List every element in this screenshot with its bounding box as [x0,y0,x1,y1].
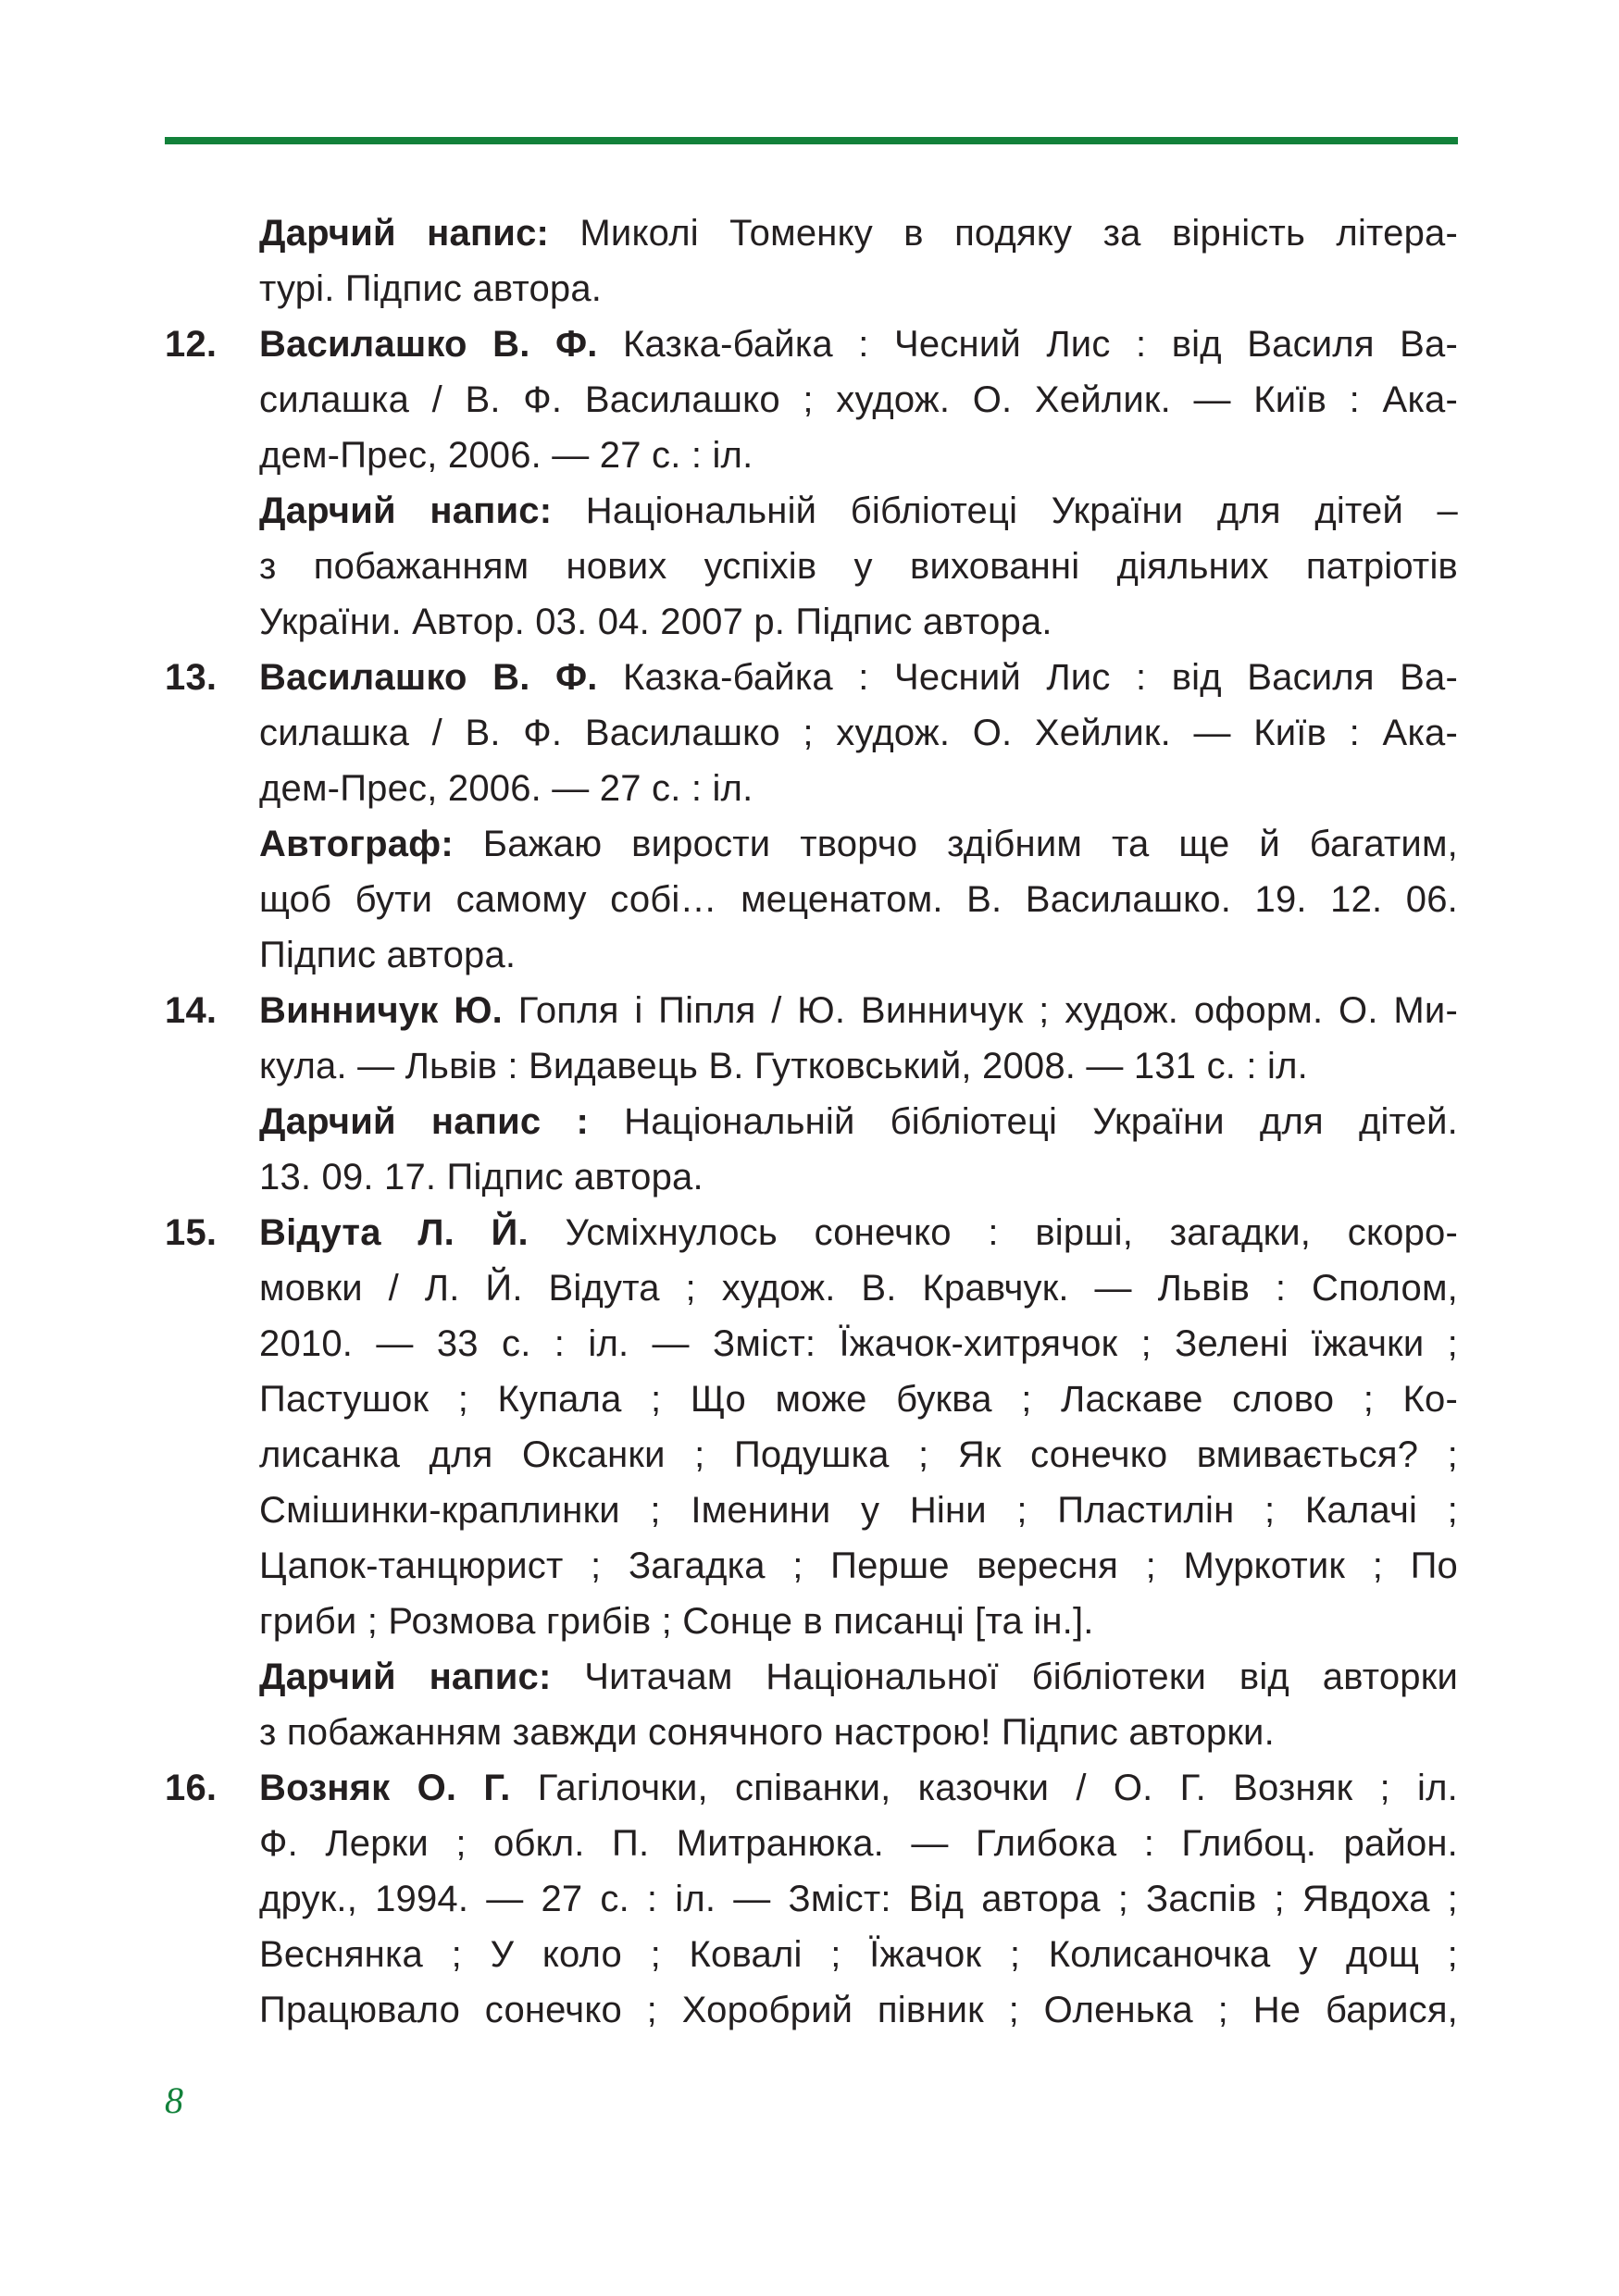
entry-line [165,316,1458,372]
entry-text: силашка / В. Ф. Василашко ; худож. О. Хейлик. — Київ : Ака- [259,713,1458,753]
entry-continuation [165,205,1458,316]
entry-text: Бажаю вирости творчо здібним та ще й багатим, [453,824,1458,864]
entry-line [165,1316,1458,1371]
entry-text: мовки / Л. Й. Відута ; худож. В. Кравчук. — Львів : Сполом, [259,1268,1458,1309]
entry-text: Працювало сонечко ; Хоробрий півник ; Оленька ; Не барися, [259,1990,1458,2030]
entry-text: Гопля і Піпля / Ю. Винничук ; худож. оформ. О. Ми- [502,990,1458,1031]
entry-number: 14. [165,990,218,1031]
entry-line [165,1427,1458,1483]
entry-line [165,1038,1458,1094]
entry-text: турі. Підпис автора. [259,268,603,309]
entry-text: Підпис автора. [259,935,517,975]
entry-14 [165,983,1458,1205]
autograph-label: Автограф: [259,824,454,864]
entry-text: з побажанням нових успіхів у вихованні діяльних патріотів [259,546,1458,587]
inscription-label: Дарчий напис: [259,213,550,254]
entry-text: Цапок-танцюрист ; Загадка ; Перше вересня ; Муркотик ; По [259,1545,1458,1586]
entry-line [165,372,1458,428]
entry-line [165,1927,1458,1982]
entry-text: друк., 1994. — 27 с. : іл. — Зміст: Від автора ; Заспів ; Явдоха ; [259,1879,1458,1919]
entry-line [165,816,1458,872]
entry-line [165,1094,1458,1149]
author-label: Возняк О. Г. [259,1768,511,1808]
entry-text: Веснянка ; У коло ; Ковалі ; Їжачок ; Колисаночка у дощ ; [259,1934,1458,1975]
entry-line [165,1149,1458,1205]
inscription-label: Дарчий напис: [259,1657,552,1697]
entry-text: 2010. — 33 с. : іл. — Зміст: Їжачок-хитрячок ; Зелені їжачки ; [259,1323,1458,1364]
entry-line [165,1871,1458,1927]
author-label: Відута Л. Й. [259,1212,529,1253]
entry-line [165,1705,1458,1760]
entry-line [165,705,1458,761]
author-label: Василашко В. Ф. [259,657,598,698]
entry-line [165,761,1458,816]
entry-text: Смішинки-краплинки ; Іменини у Ніни ; Пластилін ; Калачі ; [259,1490,1458,1531]
entry-text: з побажанням завжди сонячного настрою! Підпис авторки. [259,1712,1275,1753]
entry-text: Казка-байка : Чесний Лис : від Василя Ва- [597,324,1458,365]
entry-line [165,872,1458,927]
entry-line [165,927,1458,983]
author-label: Василашко В. Ф. [259,324,598,365]
inscription-label: Дарчий напис: [259,490,553,531]
entry-text: Миколі Томенку в подяку за вірність літера- [549,213,1458,254]
entry-line [165,1816,1458,1871]
entry-12 [165,316,1458,650]
entry-16 [165,1760,1458,2038]
entry-text: України. Автор. 03. 04. 2007 р. Підпис автора. [259,602,1052,642]
entry-line [165,1760,1458,1816]
inscription-label: Дарчий напис : [259,1101,589,1142]
entry-text: силашка / В. Ф. Василашко ; худож. О. Хейлик. — Київ : Ака- [259,379,1458,420]
entry-15 [165,1205,1458,1760]
entry-line [165,1260,1458,1316]
entry-text: 13. 09. 17. Підпис автора. [259,1157,704,1198]
entry-number: 12. [165,324,218,365]
entry-text: кула. — Львів : Видавець В. Гутковський, 2008. — 131 с. : іл. [259,1046,1308,1086]
entry-line [165,483,1458,539]
entry-text: гриби ; Розмова грибів ; Сонце в писанці [та ін.]. [259,1601,1094,1642]
header-rule [165,137,1458,144]
entry-line [165,1483,1458,1538]
entry-line [165,1205,1458,1260]
entry-text: Національній бібліотеці України для дітей – [552,490,1458,531]
bibliography-list [165,205,1458,2038]
entry-number: 15. [165,1212,218,1253]
entry-line [165,1371,1458,1427]
entry-line [165,205,1458,261]
entry-text: щоб бути самому собі… меценатом. В. Василашко. 19. 12. 06. [259,879,1458,920]
entry-line [165,1982,1458,2038]
entry-number: 13. [165,657,218,698]
entry-text: дем-Прес, 2006. — 27 с. : іл. [259,768,753,809]
entry-text: Казка-байка : Чесний Лис : від Василя Ва- [597,657,1458,698]
entry-line [165,428,1458,483]
entry-text: Читачам Національної бібліотеки від авторки [551,1657,1458,1697]
entry-text: Гагілочки, співанки, казочки / О. Г. Возняк ; іл. [510,1768,1458,1808]
entry-line [165,539,1458,594]
entry-text: Національній бібліотеці України для дітей. [588,1101,1458,1142]
entry-text: Ф. Лерки ; обкл. П. Митранюка. — Глибока : Глибоц. район. [259,1823,1458,1864]
entry-text: Пастушок ; Купала ; Що може буква ; Ласкаве слово ; Ко- [259,1379,1458,1420]
entry-line [165,1649,1458,1705]
entry-13 [165,650,1458,983]
entry-text: Усміхнулось сонечко : вірші, загадки, скоро- [528,1212,1458,1253]
entry-line [165,983,1458,1038]
entry-line [165,261,1458,316]
entry-line [165,1594,1458,1649]
entry-line [165,594,1458,650]
entry-number: 16. [165,1768,218,1808]
entry-text: дем-Прес, 2006. — 27 с. : іл. [259,435,753,476]
author-label: Винничук Ю. [259,990,503,1031]
entry-line [165,1538,1458,1594]
page-number: 8 [165,2079,183,2121]
entry-text: лисанка для Оксанки ; Подушка ; Як сонечко вмивається? ; [259,1434,1458,1475]
entry-line [165,650,1458,705]
